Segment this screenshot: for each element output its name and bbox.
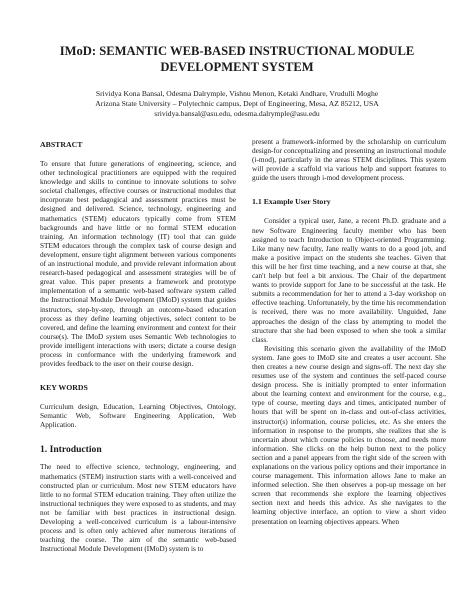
- abstract-heading: ABSTRACT: [40, 140, 83, 149]
- author-names: Srividya Kona Bansal, Odesma Dalrymple, Vishnu Menon, Ketaki Andhare, Vrudulli Moghe: [95, 89, 379, 98]
- user-story-paragraph-1: Consider a typical user, Jane, a recent Ph.D. graduate and a new Software Engineering faculty member who has been assigned to teach Introduction to Object-oriented Programming. Like many new faculty, Jane really wants to do a good job, and make a positive impact on the students she teaches. Given that this will be her first time teaching, and a new course at that, she can't help but feel a bit anxious. The Chair of the department wants to provide support for Jane to be successful at the task. He submits a recommendation for her to attend a 3-day workshop on effective teaching. Unfortunately, by the time his recommendation is received, there was no more availability. Unguided, Jane approaches the design of the class by attempting to model the structure that she had been exposed to when she took a similar class.: [252, 216, 446, 344]
- keywords-text: Curriculum design, Education, Learning Objectives, Ontology, Semantic Web, Software Engineering Application, Web Application.: [40, 402, 236, 430]
- user-story-heading: 1.1 Example User Story: [252, 197, 331, 207]
- paper-title-line-2: DEVELOPMENT SYSTEM: [160, 60, 314, 74]
- keywords-heading: KEY WORDS: [40, 383, 88, 393]
- paper-title-line-1: IMoD: SEMANTIC WEB-BASED INSTRUCTIONAL MODULE: [59, 44, 415, 58]
- author-emails: srividya.bansal@asu.edu, odesma.dalrymple@asu.edu: [154, 109, 320, 118]
- abstract-text: To ensure that future generations of engineering, science, and other technological practitioners are equipped with the required knowledge and skills to continue to innovate solutions to solve societal challenges, effective courses or instructional modules that incorporate best pedagogical and assessment practices must be designed and delivered. Science, technology, engineering and mathematics (STEM) educators typically come from STEM backgrounds and have little or no formal STEM education training. An information technology (IT) tool that can guide STEM educators through the complex task of course design and development, ensure tight alignment between various components of an instructional module, and provide relevant information about research-based pedagogical and assessment strategies will be of great value. This paper presents a framework and prototype implementation of a semantic web-based software system called the Instructional Module Development (IMoD) system that guides instructors, step-by-step, through an outcome-based education process as they define learning objectives, select content to be covered, and define the learning environment and context for their course(s). The IMoD system uses Semantic Web technologies to provide intelligent interactions with users; dictate a course design process in conformance with the underlying framework and provides feedback to the user on their course design.: [40, 159, 236, 369]
- author-affiliation: Arizona State University – Polytechnic campus, Dept of Engineering, Mesa, AZ 85212, USA: [95, 99, 379, 108]
- right-column: [252, 137, 446, 526]
- introduction-heading: 1. Introduction: [40, 444, 102, 456]
- left-column: [40, 140, 236, 553]
- introduction-text: The need to effective science, technology, engineering, and mathematics (STEM) instruction starts with a well-conceived and constructed plan or curriculum. Most new STEM educators have little to no formal STEM education training. They often utilize the instructional techniques they were exposed to as students, and may not be familiar with best practices in instructional design. Developing a well-conceived curriculum is a labour-intensive process and is often only achieved after numerous iterations of teaching the course. The aim of the semantic web-based Instructional Module Development (IMoD) system is to: [40, 462, 236, 554]
- paper-title: [40, 43, 434, 75]
- author-block: [30, 89, 444, 119]
- introduction-continuation: present a framework-informed by the scholarship on curriculum design-for conceptualizing and presenting an instructional module (i-mod), particularly in the areas STEM disciplines. This system will provide a scaffold via various help and support features to guide the users through i-mod development process.: [252, 137, 446, 183]
- user-story-paragraph-2: Revisiting this scenario given the availability of the IMoD system. Jane goes to IMoD site and creates a user account. She then creates a new course design and signs-off. The next day she resumes use of the system and continues the self-paced course design process. She is initially prompted to enter information about the learning context and environment for the course, e.g., type of course, meeting days and times, anticipated number of hours that will be spent on in-class and out-of-class activities, instructor(s) information, course policies, etc. As she enters the information in response to the prompts, she realizes that she is uncertain about which course policies to choose, and needs more information. She clicks on the help button next to the policy section and a panel appears from the right side of the screen with explanations on the various policy options and their importance in course management. This information allows Jane to make an informed selection. She then observes a pop-up message on her screen that recommends she explore the learning objectives section next and heeds this advice. As she navigates to the learning objective interface, an option to view a short video presentation on learning objectives appears. When: [252, 343, 446, 526]
